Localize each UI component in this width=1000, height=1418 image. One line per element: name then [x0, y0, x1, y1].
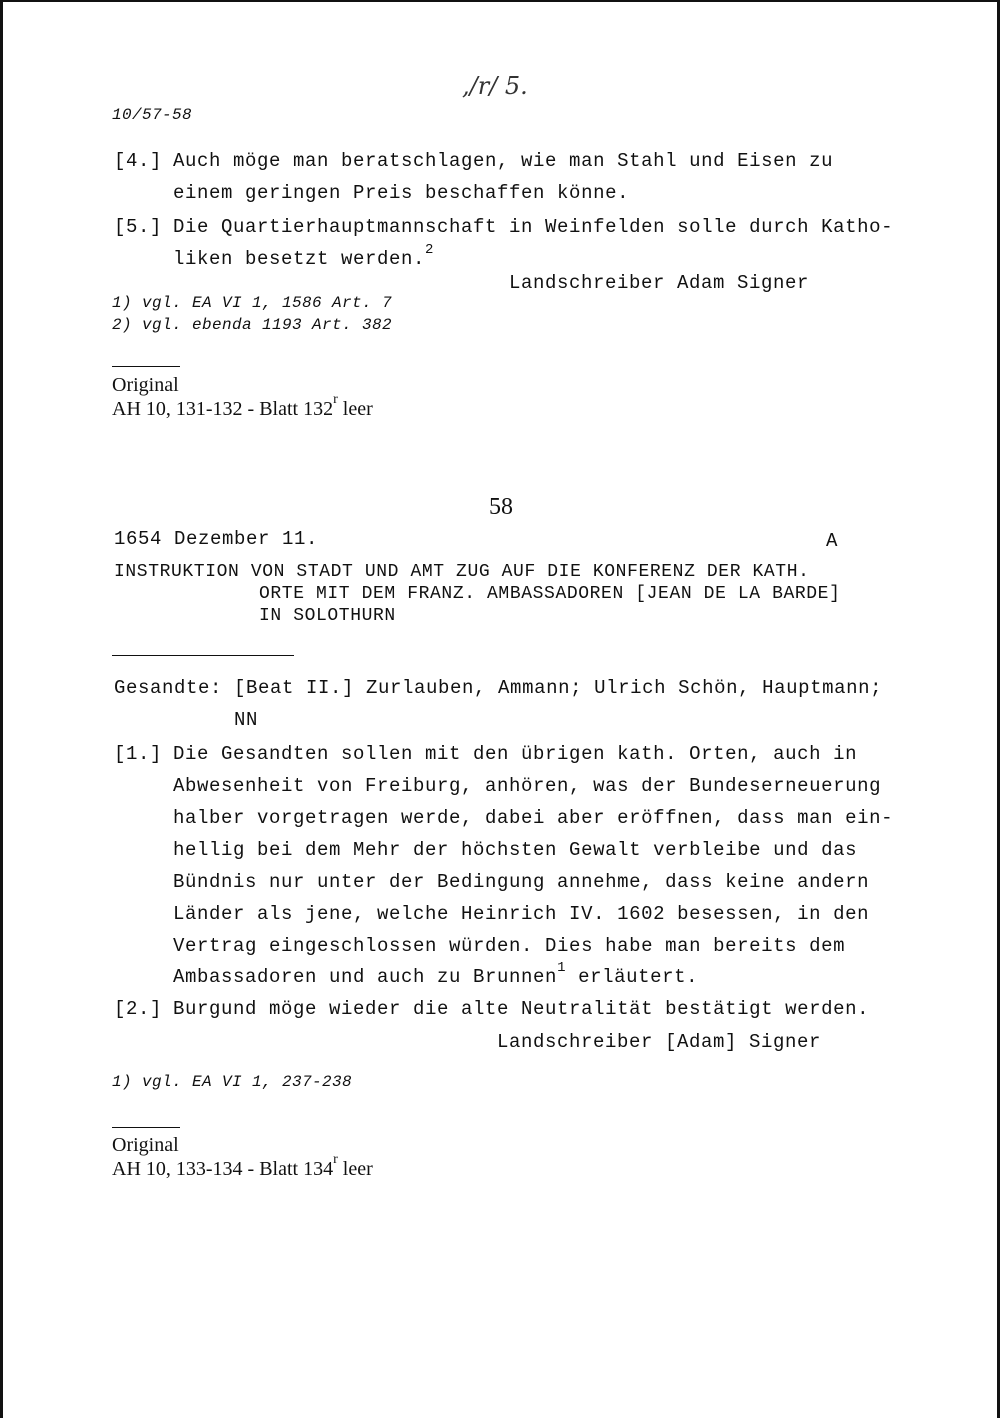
- doc57-footnote-2: 2) vgl. ebenda 1193 Art. 382: [112, 316, 393, 334]
- document-title-line-3: IN SOLOTHURN: [259, 606, 396, 626]
- doc58-original-label: Original: [112, 1134, 179, 1156]
- item-5-line-1: Die Quartierhauptmannschaft in Weinfelden solle durch Katho-: [173, 216, 894, 238]
- item-1-number: [1.]: [114, 743, 163, 765]
- footnote-ref-1: 1: [557, 959, 567, 976]
- doc57-original-label: Original: [112, 374, 179, 396]
- item-2-line: Burgund möge wieder die alte Neutralität bestätigt werden.: [173, 998, 870, 1020]
- header-reference: 10/57-58: [112, 106, 193, 124]
- document-number: 58: [489, 494, 513, 520]
- document-date: 1654 Dezember 11.: [114, 528, 319, 550]
- document-title-line-1: INSTRUKTION VON STADT UND AMT ZUG AUF DIE KONFERENZ DER KATH.: [114, 562, 810, 582]
- item-1-line: Die Gesandten sollen mit den übrigen kath. Orten, auch in: [173, 743, 858, 765]
- title-divider: [112, 655, 294, 656]
- item-1-line: Abwesenheit von Freiburg, anhören, was der Bundeserneuerung: [173, 775, 882, 797]
- envoys-line-1: Gesandte: [Beat II.] Zurlauben, Ammann; Ulrich Schön, Hauptmann;: [114, 677, 883, 699]
- item-4-line-1: Auch möge man beratschlagen, wie man Stahl und Eisen zu: [173, 150, 834, 172]
- item-4-line-2: einem geringen Preis beschaffen könne.: [173, 182, 630, 204]
- doc58-footnote-1: 1) vgl. EA VI 1, 237-238: [112, 1073, 353, 1091]
- envoys-line-2: NN: [234, 709, 259, 731]
- footnote-ref-2: 2: [425, 241, 435, 258]
- item-1-last-line: Ambassadoren und auch zu Brunnen$^1$ erläutert.: [173, 959, 699, 988]
- item-2-number: [2.]: [114, 998, 163, 1020]
- item-1-line: halber vorgetragen werde, dabei aber eröffnen, dass man ein-: [173, 807, 894, 829]
- item-1-line: Vertrag eingeschlossen würden. Dies habe man bereits dem: [173, 935, 846, 957]
- handwritten-page-mark: ,/r/ 5.: [462, 72, 528, 100]
- item-4-number: [4.]: [114, 150, 163, 172]
- doc57-signature: Landschreiber Adam Signer: [509, 272, 810, 294]
- item-5-number: [5.]: [114, 216, 163, 238]
- item-5-line-2: liken besetzt werden.$^2$: [173, 241, 435, 270]
- document-letter: A: [826, 530, 839, 552]
- item-1-line: Bündnis nur unter der Bedingung annehme, dass keine andern: [173, 871, 870, 893]
- doc58-source-divider: [112, 1127, 180, 1128]
- doc57-footnote-1: 1) vgl. EA VI 1, 1586 Art. 7: [112, 294, 393, 312]
- item-1-line: hellig bei dem Mehr der höchsten Gewalt verbleibe und das: [173, 839, 858, 861]
- doc57-source-divider: [112, 366, 180, 367]
- item-1-line: Länder als jene, welche Heinrich IV. 1602 besessen, in den: [173, 903, 870, 925]
- doc58-signature: Landschreiber [Adam] Signer: [497, 1031, 822, 1053]
- doc57-archive-reference: AH 10, 131-132 - Blatt 132$^r$ leer: [112, 392, 373, 420]
- doc58-archive-reference: AH 10, 133-134 - Blatt 134$^r$ leer: [112, 1152, 373, 1180]
- document-title-line-2: ORTE MIT DEM FRANZ. AMBASSADOREN [JEAN DE LA BARDE]: [259, 584, 841, 604]
